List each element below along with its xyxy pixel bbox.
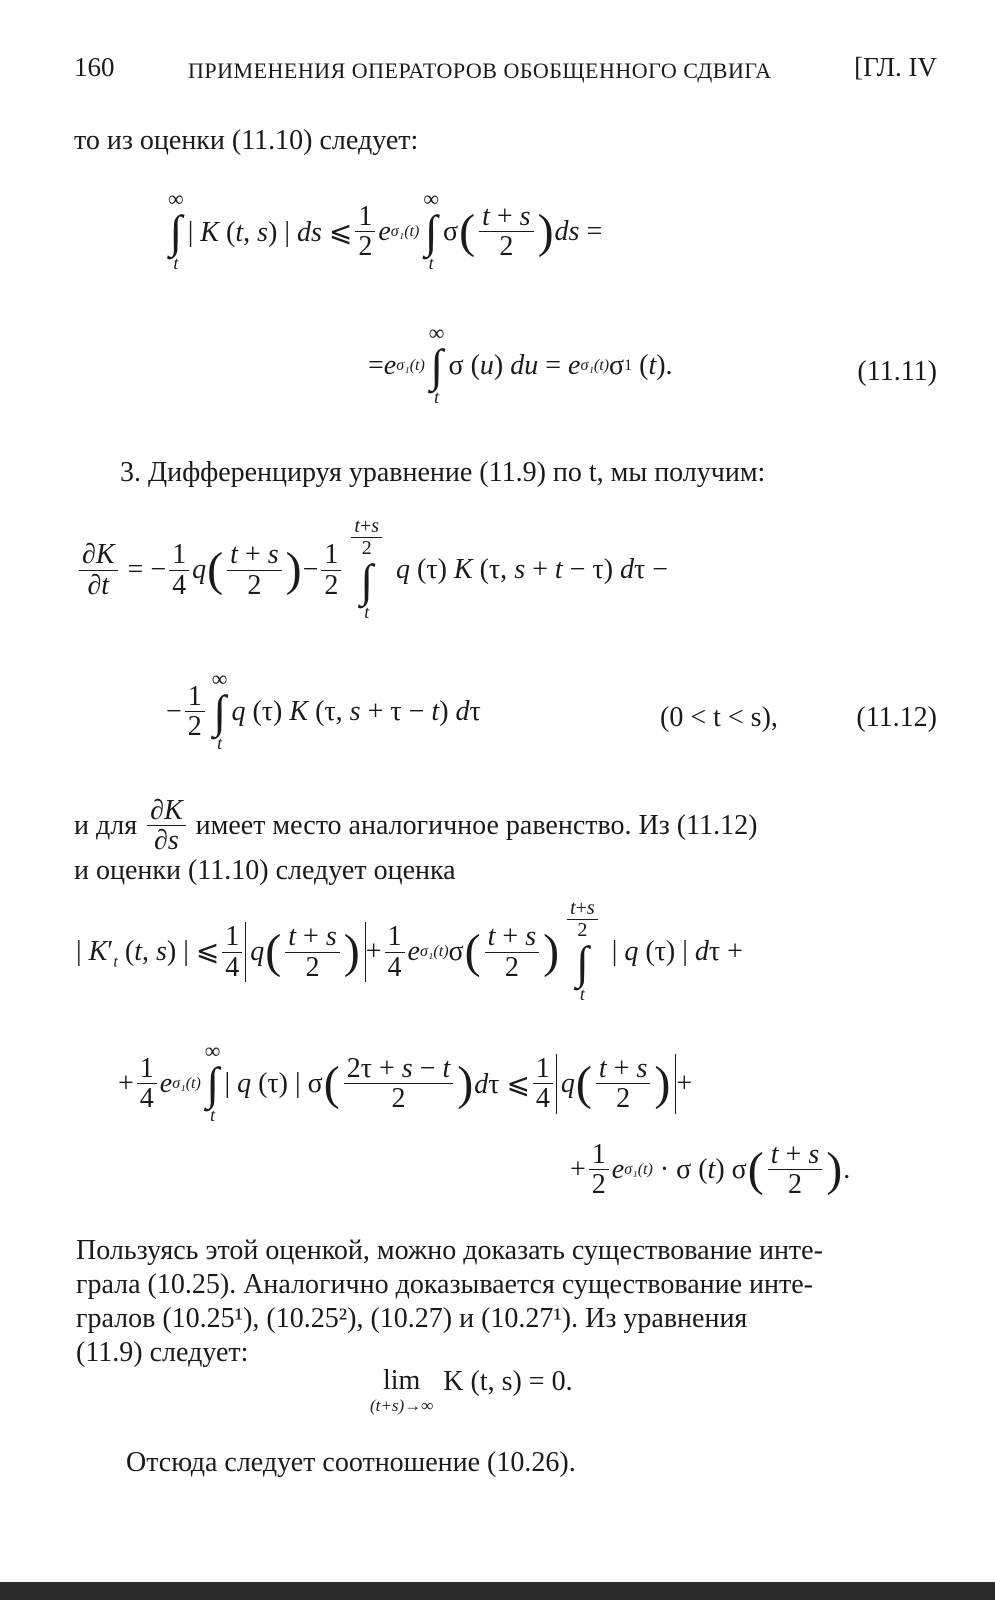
chapter-label: [ГЛ. IV — [854, 52, 937, 82]
equation-11-12-line1: $\frac{\partial K}{\partial t}$ = − $\frac{1}{4}$ q ( $\frac{t + s}{2}$ ) − $\frac{1}{2}$ $\frac{t+s}{2}$ ∫ t q (τ) K (τ, s + t − τ) dτ − — [76, 516, 668, 625]
equation-11-11-line1: ∞ ∫ t | K (t, s) | ds ⩽ $\frac{1}{2}$ e σ₁(t) ∞ ∫ t σ ( $\frac{t + s}{2}$ ) ds = — [168, 186, 603, 273]
estimate-line2: + $\frac{1}{4}$ e σ₁(t) ∞ ∫ t | q (τ) | σ ( $\frac{2\tau + s - t}{2}$ ) dτ ⩽ $\frac{1}{4}$ q ( $\frac{t + s}{2}$ ) + — [118, 1038, 693, 1125]
scan-edge-bar — [0, 1582, 995, 1600]
using-line-1: Пользуясь этой оценкой, можно доказать существование инте- — [76, 1235, 823, 1266]
estimate-line3: + $\frac{1}{2}$ e σ₁(t) · σ (t) σ ( $\frac{t + s}{2}$ ) . — [570, 1139, 851, 1201]
estimate-line1: | $K'_t$ (t, s) | ⩽ $\frac{1}{4}$ q ( $\frac{t + s}{2}$ ) + $\frac{1}{4}$ e σ₁(t) σ ( $\frac{t + s}{2}$ ) $\frac{t+s}{2}$ ∫ t | q (τ) | dτ + — [76, 897, 743, 1004]
condition-text: (0 < t < s), — [660, 702, 778, 733]
equation-label-11-11: (11.11) — [857, 356, 937, 387]
using-line-3: гралов (10.25¹), (10.25²), (10.27) и (10.27¹). Из уравнения — [76, 1303, 748, 1334]
analog-after: имеет место аналогичное равенство. Из (11.12) — [195, 809, 758, 841]
using-line-2: грала (10.25). Аналогично доказывается существование инте- — [76, 1269, 813, 1300]
limit-equation: lim (t+s)→∞ K (t, s) = 0. — [370, 1365, 573, 1415]
limit-expression: K (t, s) = 0. — [443, 1366, 573, 1397]
paragraph-3: 3. Дифференцируя уравнение (11.9) по t, мы получим: — [120, 457, 766, 488]
page-number: 160 — [74, 52, 115, 82]
limit-subscript: (t+s)→∞ — [370, 1395, 434, 1415]
analog-before: и для — [74, 809, 138, 841]
final-line: Отсюда следует соотношение (10.26). — [126, 1447, 576, 1478]
using-line-4: (11.9) следует: — [76, 1337, 249, 1368]
equation-11-12-line2: − $\frac{1}{2}$ ∞ ∫ t q (τ) K (τ, s + τ − t) dτ — [166, 666, 481, 753]
equation-label-11-12: (11.12) — [856, 702, 937, 733]
running-title: ПРИМЕНЕНИЯ ОПЕРАТОРОВ ОБОБЩЕННОГО СДВИГА — [188, 58, 772, 83]
equation-11-11-line2: = e σ₁(t) ∞ ∫ t σ (u) du = e σ₁(t) σ 1 (t). — [368, 320, 673, 407]
analog-line: и для $\frac{\partial K}{\partial s}$ имеет место аналогичное равенство. Из (11.12) — [74, 795, 758, 857]
intro-text: то из оценки (11.10) следует: — [74, 125, 419, 156]
analog-line-2: и оценки (11.10) следует оценка — [74, 855, 456, 886]
